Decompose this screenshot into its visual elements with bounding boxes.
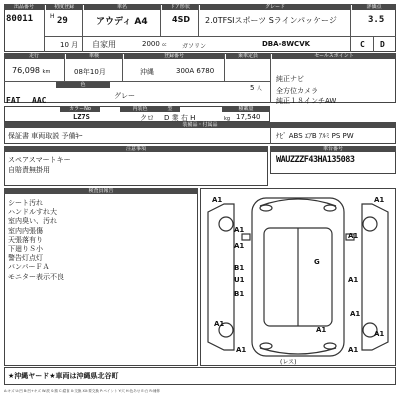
inspection-date: 08年10月	[74, 68, 106, 76]
wheel-front-left	[219, 217, 233, 231]
inspection-line: 室内内張傷	[8, 226, 43, 235]
inspect-label: 車検	[66, 53, 122, 59]
mileage-value: 76,098	[12, 66, 40, 75]
lot-number: 80011	[6, 14, 34, 24]
wheel-front-right	[363, 217, 377, 231]
load-label: 積載量	[222, 106, 270, 112]
interior-color: クロ	[140, 114, 154, 122]
grade-label: グレード	[200, 4, 350, 10]
header-divider	[44, 36, 396, 37]
equipment-options: ﾅﾋﾞ ABS ｴｱB ｱﾙﾐ PS PW	[276, 132, 354, 140]
inspection-line: 室内臭い、汚れ	[8, 217, 57, 226]
car-diagram	[200, 188, 396, 366]
damage-mark: B1	[234, 264, 245, 272]
year: 29	[57, 16, 68, 26]
close-label: (レス)	[280, 359, 297, 366]
capacity-label: 乗車定員	[226, 53, 270, 59]
mirror-left	[242, 234, 250, 240]
load-value: 17,540	[236, 113, 261, 121]
inspection-line: 天張落有り	[8, 235, 43, 244]
plate-area: 沖縄	[140, 68, 154, 76]
damage-mark: B1	[234, 290, 245, 298]
legend: A:キズ U:凹 B:凹+キズ W:波 S:錆 C:腐食 X:交換 XX:要交換 P:ペイント Y:穴 H:色あせ E:凸 R:補修	[4, 389, 160, 393]
light-rear-left	[260, 343, 272, 349]
color-label: 色	[56, 82, 110, 88]
era: H	[50, 13, 55, 20]
header-sep-6	[373, 36, 374, 52]
score: 3.5	[368, 15, 385, 25]
vin: WAUZZZF43HA135083	[276, 155, 355, 165]
row2-sep-3	[224, 53, 225, 81]
header-sep-1	[44, 4, 45, 52]
row2-frame	[4, 53, 396, 103]
damage-mark: A1	[212, 196, 223, 204]
mileage	[12, 66, 50, 75]
use: 自家用	[92, 40, 116, 49]
month-value: 10	[60, 41, 69, 49]
inspection-line: 下廻りＳ小	[8, 245, 43, 253]
remarks: ★沖縄ヤード★車両は沖縄県北谷町	[8, 372, 119, 380]
damage-mark: A1	[374, 196, 385, 204]
right-side-outline	[362, 204, 388, 350]
mileage-label: 走行	[4, 53, 64, 59]
month	[60, 40, 78, 50]
header-sep-3	[160, 4, 161, 36]
inspection-line: モニター表示不良	[8, 272, 64, 281]
plate-label: 登録番号	[124, 53, 224, 59]
door-label: ドア形状	[162, 4, 198, 10]
body-color: グレー	[114, 92, 135, 100]
capacity-unit: 人	[256, 86, 262, 92]
damage-mark: A1	[234, 226, 245, 234]
lot-label: 出品番号	[4, 4, 44, 10]
damage-mark: U1	[234, 276, 245, 284]
note-line-2: 自賠責無掛用	[8, 166, 50, 174]
damage-mark: A1	[236, 346, 247, 354]
row2-sep-2	[122, 53, 123, 81]
row2-sep-1	[64, 53, 65, 81]
car-label: 車名	[84, 4, 160, 10]
notes-label: 注意事項	[4, 146, 268, 152]
light-front-left	[260, 205, 272, 211]
color-code: LZ7S	[73, 113, 90, 121]
equipment-accessories: 保証書 車両取説 予備ｷｰ	[8, 132, 83, 140]
sales-point-1: 純正ナビ	[276, 75, 304, 83]
damage-mark: A1	[316, 326, 327, 334]
interior-label: 内装色	[120, 106, 160, 112]
inspection-line: シート汚れ	[8, 199, 43, 207]
damage-mark: A1	[214, 320, 225, 328]
grade: 2.0TFSIスポーツ Sラインパッケージ	[205, 16, 337, 25]
header-sep-2	[82, 4, 83, 52]
exterior-grade: D	[380, 40, 385, 49]
inspection-line: 警告灯点灯	[8, 254, 43, 263]
sales-points-label: セールスポイント	[272, 53, 396, 59]
damage-mark: A1	[350, 310, 361, 318]
type-label: 型	[160, 106, 180, 112]
light-rear-right	[324, 343, 336, 349]
colorcode-label: カラーNo	[60, 106, 100, 112]
note-line-1: スペアスマートキー	[8, 156, 71, 164]
damage-mark: A1	[348, 232, 359, 240]
damage-mark: G	[314, 258, 320, 266]
equip-sep	[270, 128, 271, 144]
model-code: DBA-8WCVK	[262, 40, 311, 48]
damage-mark: A1	[374, 330, 385, 338]
inspection-line: バンパーＦＡ	[8, 263, 50, 272]
inspection-label: 検査員報告	[4, 188, 198, 194]
door: 4SD	[172, 15, 190, 24]
trunk-line	[260, 348, 336, 354]
year-label: 初度登録	[46, 4, 82, 10]
inspection-line: ハンドルすれ大	[8, 208, 57, 217]
row2-sep-4	[270, 53, 271, 103]
left-side-outline	[208, 204, 234, 350]
header-sep-4	[198, 4, 199, 36]
damage-mark: A1	[348, 346, 359, 354]
month-unit: 月	[71, 41, 79, 49]
row2-divider	[4, 81, 270, 82]
close-label-text: レス	[282, 359, 295, 366]
score-label: 評価点	[352, 4, 396, 10]
damage-mark: A1	[234, 242, 245, 250]
sales-point-2: 全方位カメラ	[276, 87, 318, 95]
cc-unit: cc	[162, 42, 167, 47]
capacity	[250, 84, 262, 92]
header-sep-5	[350, 4, 351, 52]
type: D 業 右 H	[164, 114, 196, 122]
plate-number: 300A 6780	[176, 67, 215, 75]
vin-label: 車台番号	[270, 146, 396, 152]
equipment-label: 装備品・付属品	[4, 122, 396, 128]
mileage-unit: km	[42, 69, 51, 75]
fuel: ガソリン	[182, 43, 207, 50]
load-unit: kg	[224, 116, 231, 122]
damage-mark: A1	[348, 276, 359, 284]
cc-value: 2000	[142, 40, 160, 48]
sales-point-3: 純正１８インチAW	[276, 97, 337, 105]
hood-line	[260, 199, 336, 206]
light-front-right	[324, 205, 336, 211]
car-name: アウディ A4	[96, 17, 148, 27]
displacement	[142, 40, 166, 48]
interior-grade: C	[360, 40, 365, 49]
capacity-value: 5	[250, 84, 255, 92]
aircon: AAC	[32, 96, 47, 105]
shift: FAT	[6, 96, 21, 105]
